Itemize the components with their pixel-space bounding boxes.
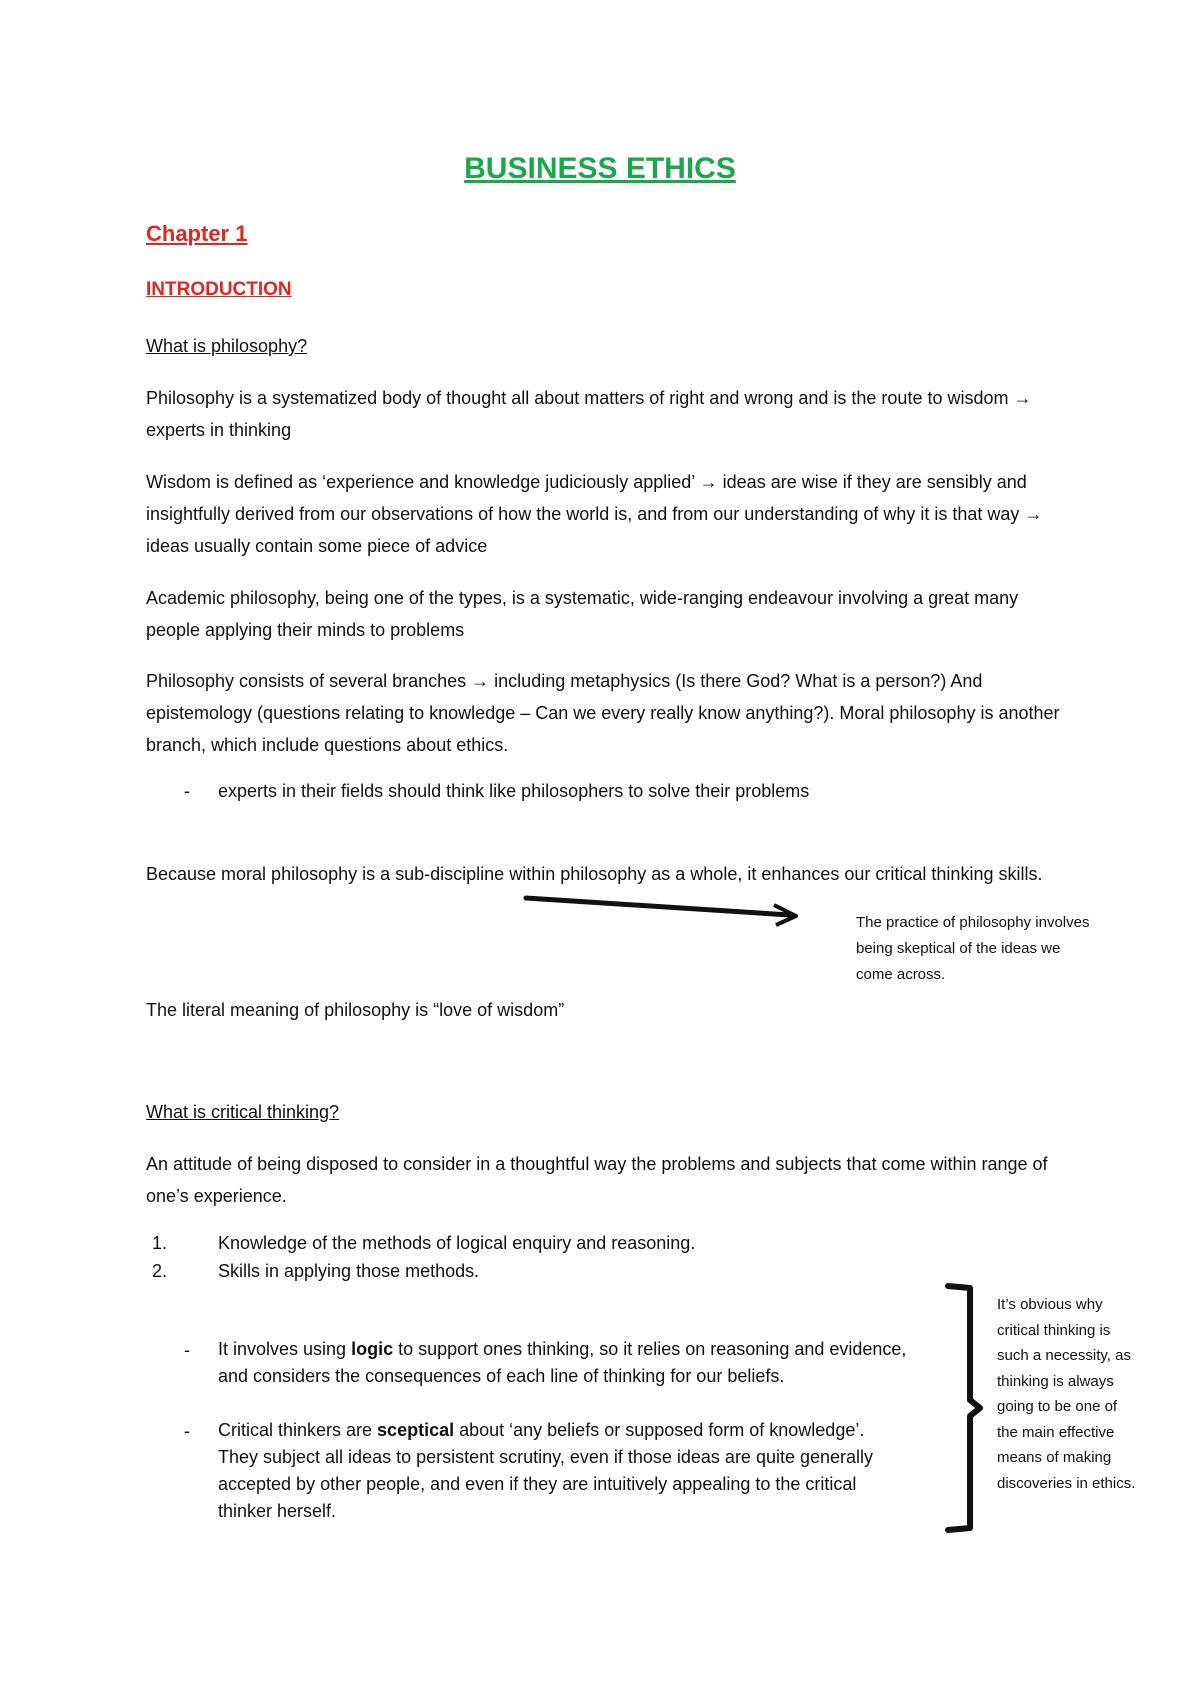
bullet-sceptical: Critical thinkers are sceptical about ‘any beliefs or supposed form of knowledge’. They subject all ideas to persistent scrutiny, even if those ideas are quite generally accepted by other people, and even if they are intuitively appealing to the critical thinker herself. [218,1420,874,1521]
bullet-logic: It involves using logic to support ones thinking, so it relies on reasoning and evidence, and considers the consequences of each line of thinking for our beliefs. [218,1339,907,1386]
document-title: BUSINESS ETHICS [464,152,736,185]
section-heading: INTRODUCTION [146,279,292,300]
paragraph-wisdom: Wisdom is defined as ‘experience and knowledge judiciously applied’ → ideas are wise if they are sensibly and insightfully derived from our observations of how the world is, and from our understanding of why it is that way → ideas usually contain some piece of advice [146,472,1043,556]
chapter-heading: Chapter 1 [146,221,248,246]
bullet-dash: - [184,1340,190,1360]
arrow-icon: → [1024,504,1043,524]
paragraph-literal-meaning: The literal meaning of philosophy is “love of wisdom” [146,1000,565,1020]
arrow-icon: → [471,671,490,691]
question-heading-philosophy: What is philosophy? [146,336,308,356]
brace-annotation [940,1280,990,1540]
arrow-icon: → [1013,388,1032,408]
paragraph-academic-philosophy: Academic philosophy, being one of the types, is a systematic, wide-ranging endeavour involving a great many people applying their minds to problems [146,588,1019,640]
bullet-dash: - [184,781,190,801]
bullet-experts: experts in their fields should think like philosophers to solve their problems [218,781,810,801]
paragraph-moral-philosophy: Because moral philosophy is a sub-discipline within philosophy as a whole, it enhances our critical thinking skills. [146,864,1043,884]
list-item-skills: Skills in applying those methods. [218,1261,480,1281]
arrow-annotation [520,888,810,928]
list-number: 2. [152,1261,168,1281]
list-number: 1. [152,1233,168,1253]
paragraph-critical-thinking-definition: An attitude of being disposed to consider in a thoughtful way the problems and subjects that come within range of one’s experience. [146,1154,1048,1206]
question-heading-critical-thinking: What is critical thinking? [146,1102,340,1122]
list-item-knowledge: Knowledge of the methods of logical enquiry and reasoning. [218,1233,696,1253]
bullet-dash: - [184,1421,190,1441]
arrow-icon: → [699,472,718,492]
paragraph-branches: Philosophy consists of several branches → including metaphysics (Is there God? What is a person?) And epistemology (questions relating to knowledge – Can we every really know anything?). Moral philosophy is another branch, which include questions about ethics. [146,671,1060,755]
margin-note-critical-thinking: It’s obvious why critical thinking is such a necessity, as thinking is always going to be one of the main effective means of making discoveries in ethics. [997,1296,1136,1492]
margin-note-skeptical: The practice of philosophy involves being skeptical of the ideas we come across. [856,914,1090,983]
paragraph-philosophy-definition: Philosophy is a systematized body of thought all about matters of right and wrong and is the route to wisdom → experts in thinking [146,388,1032,440]
